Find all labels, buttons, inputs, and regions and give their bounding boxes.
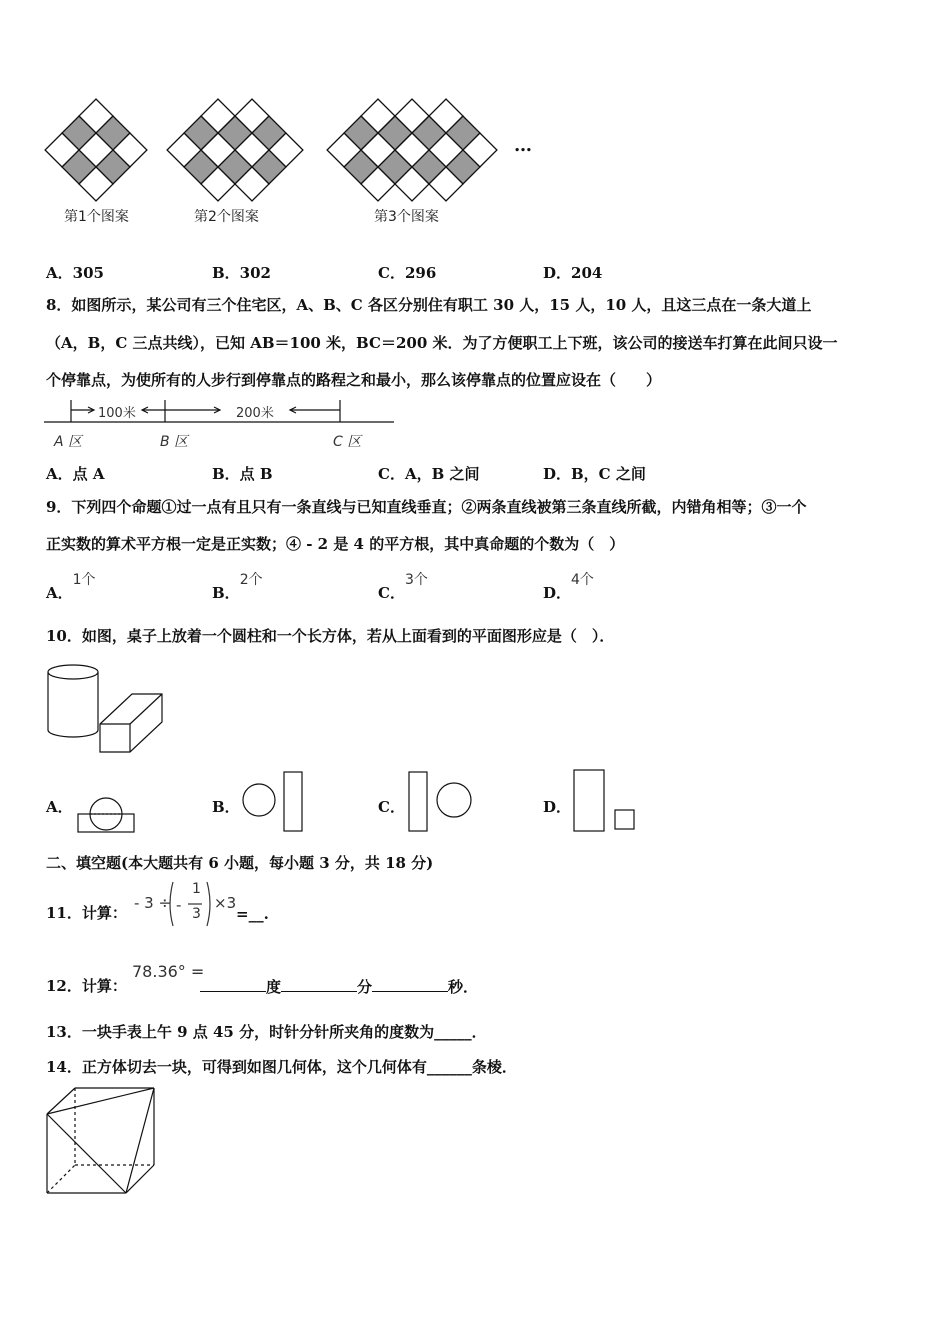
q10-option-c-label[interactable]: C． bbox=[378, 798, 405, 816]
q8-label-bc: 200米 bbox=[236, 406, 274, 421]
q11-label: 11．计算： bbox=[46, 904, 127, 922]
q12-minute-blank[interactable] bbox=[281, 976, 357, 992]
q9-option-d-letter: D． bbox=[543, 584, 572, 602]
q8-label-a: A 区 bbox=[54, 434, 83, 450]
q12-answer-row bbox=[200, 976, 478, 997]
q13-text: 13．一块手表上午 9 点 45 分，时针分针所夹角的度数为_____． bbox=[46, 1023, 487, 1041]
q8-option-c[interactable]: C．A，B 之间 bbox=[378, 465, 480, 483]
q14-text: 14．正方体切去一块，可得到如图几何体，这个几何体有______条棱． bbox=[46, 1058, 517, 1076]
q10-text: 10．如图，桌子上放着一个圆柱和一个长方体，若从上面看到的平面图形应是（ ）． bbox=[46, 627, 615, 645]
q9-option-b-letter: B． bbox=[212, 584, 240, 602]
q12-unit-second: 秒． bbox=[448, 978, 479, 996]
q12-second-blank[interactable] bbox=[372, 976, 448, 992]
q10-option-a-label[interactable]: A． bbox=[46, 798, 73, 816]
q12-degree-blank[interactable] bbox=[200, 976, 266, 992]
q11-fraction-numerator: 1 bbox=[192, 881, 201, 897]
q11-parentheses bbox=[166, 880, 214, 928]
q10-option-c-figure bbox=[406, 770, 476, 834]
q8-option-b[interactable]: B．点 B bbox=[212, 465, 273, 483]
q7-option-a[interactable]: A．305 bbox=[46, 264, 104, 282]
q11-expr-left: - 3 ÷ bbox=[134, 894, 172, 912]
q10-option-b-figure bbox=[240, 770, 308, 834]
q7-ellipsis: … bbox=[514, 135, 532, 156]
q9-option-c-letter: C． bbox=[378, 584, 405, 602]
q7-figure-1 bbox=[44, 98, 148, 202]
q8-label-ab: 100米 bbox=[98, 406, 136, 421]
q10-option-a-figure bbox=[76, 796, 138, 834]
q7-option-d[interactable]: D．204 bbox=[543, 264, 603, 282]
q9-option-d-value: 4个 bbox=[571, 572, 594, 588]
q8-option-a[interactable]: A．点 A bbox=[46, 465, 105, 483]
q9-text-line-1: 9．下列四个命题①过一点有且只有一条直线与已知直线垂直；②两条直线被第三条直线所截，内错角相等；③一个 bbox=[46, 498, 807, 516]
q10-option-d-label[interactable]: D． bbox=[543, 798, 572, 816]
q11-fraction-sign: - bbox=[176, 896, 182, 914]
q11-expr-right: ×3 bbox=[214, 894, 237, 912]
q12-unit-degree: 度 bbox=[266, 978, 282, 996]
q12-label: 12．计算： bbox=[46, 977, 127, 995]
q9-option-a[interactable] bbox=[46, 568, 96, 602]
q9-option-c[interactable] bbox=[378, 568, 428, 602]
q7-option-b[interactable]: B．302 bbox=[212, 264, 271, 282]
section-2-heading: 二、填空题(本大题共有 6 小题，每小题 3 分，共 18 分) bbox=[46, 854, 434, 872]
q8-label-c: C 区 bbox=[333, 434, 362, 450]
q10-option-b-label[interactable]: B． bbox=[212, 798, 240, 816]
q7-figure-3 bbox=[326, 98, 498, 202]
q9-option-d[interactable] bbox=[543, 568, 594, 602]
q7-caption-3: 第3个图案 bbox=[374, 209, 439, 225]
q9-option-b-value: 2个 bbox=[239, 572, 263, 588]
q12-unit-minute: 分 bbox=[357, 978, 373, 996]
q10-option-d-figure bbox=[572, 768, 638, 834]
q8-text-line-1: 8．如图所示，某公司有三个住宅区，A、B、C 各区分别住有职工 30 人，15 人，10 人，且这三点在一条大道上 bbox=[46, 296, 812, 314]
q11-answer-blank[interactable]: =__. bbox=[236, 905, 269, 923]
q10-cylinder-box-figure bbox=[44, 658, 168, 758]
q8-label-b: B 区 bbox=[160, 434, 189, 450]
q7-option-c[interactable]: C．296 bbox=[378, 264, 437, 282]
q11-fraction-denominator: 3 bbox=[192, 906, 201, 922]
q8-road-diagram bbox=[44, 398, 396, 428]
q7-caption-2: 第2个图案 bbox=[194, 209, 259, 225]
q14-cut-cube-figure bbox=[44, 1085, 160, 1197]
q9-option-c-value: 3个 bbox=[404, 572, 428, 588]
q9-text-line-2: 正实数的算术平方根一定是正实数；④ - 2 是 4 的平方根，其中真命题的个数为（ ） bbox=[46, 535, 625, 553]
q9-option-b[interactable] bbox=[212, 568, 263, 602]
q7-caption-1: 第1个图案 bbox=[64, 209, 129, 225]
q8-option-d[interactable]: D．B，C 之间 bbox=[543, 465, 646, 483]
q12-expression: 78.36° = bbox=[132, 962, 205, 981]
q7-figure-2 bbox=[166, 98, 304, 202]
q8-text-line-3: 个停靠点，为使所有的人步行到停靠点的路程之和最小，那么该停靠点的位置应设在（ ） bbox=[46, 371, 662, 389]
q9-option-a-value: 1个 bbox=[72, 572, 96, 588]
q9-option-a-letter: A． bbox=[46, 584, 73, 602]
q8-text-line-2: （A，B，C 三点共线），已知 AB＝100 米，BC＝200 米．为了方便职工上下班，该公司的接送车打算在此间只设一 bbox=[46, 334, 838, 352]
